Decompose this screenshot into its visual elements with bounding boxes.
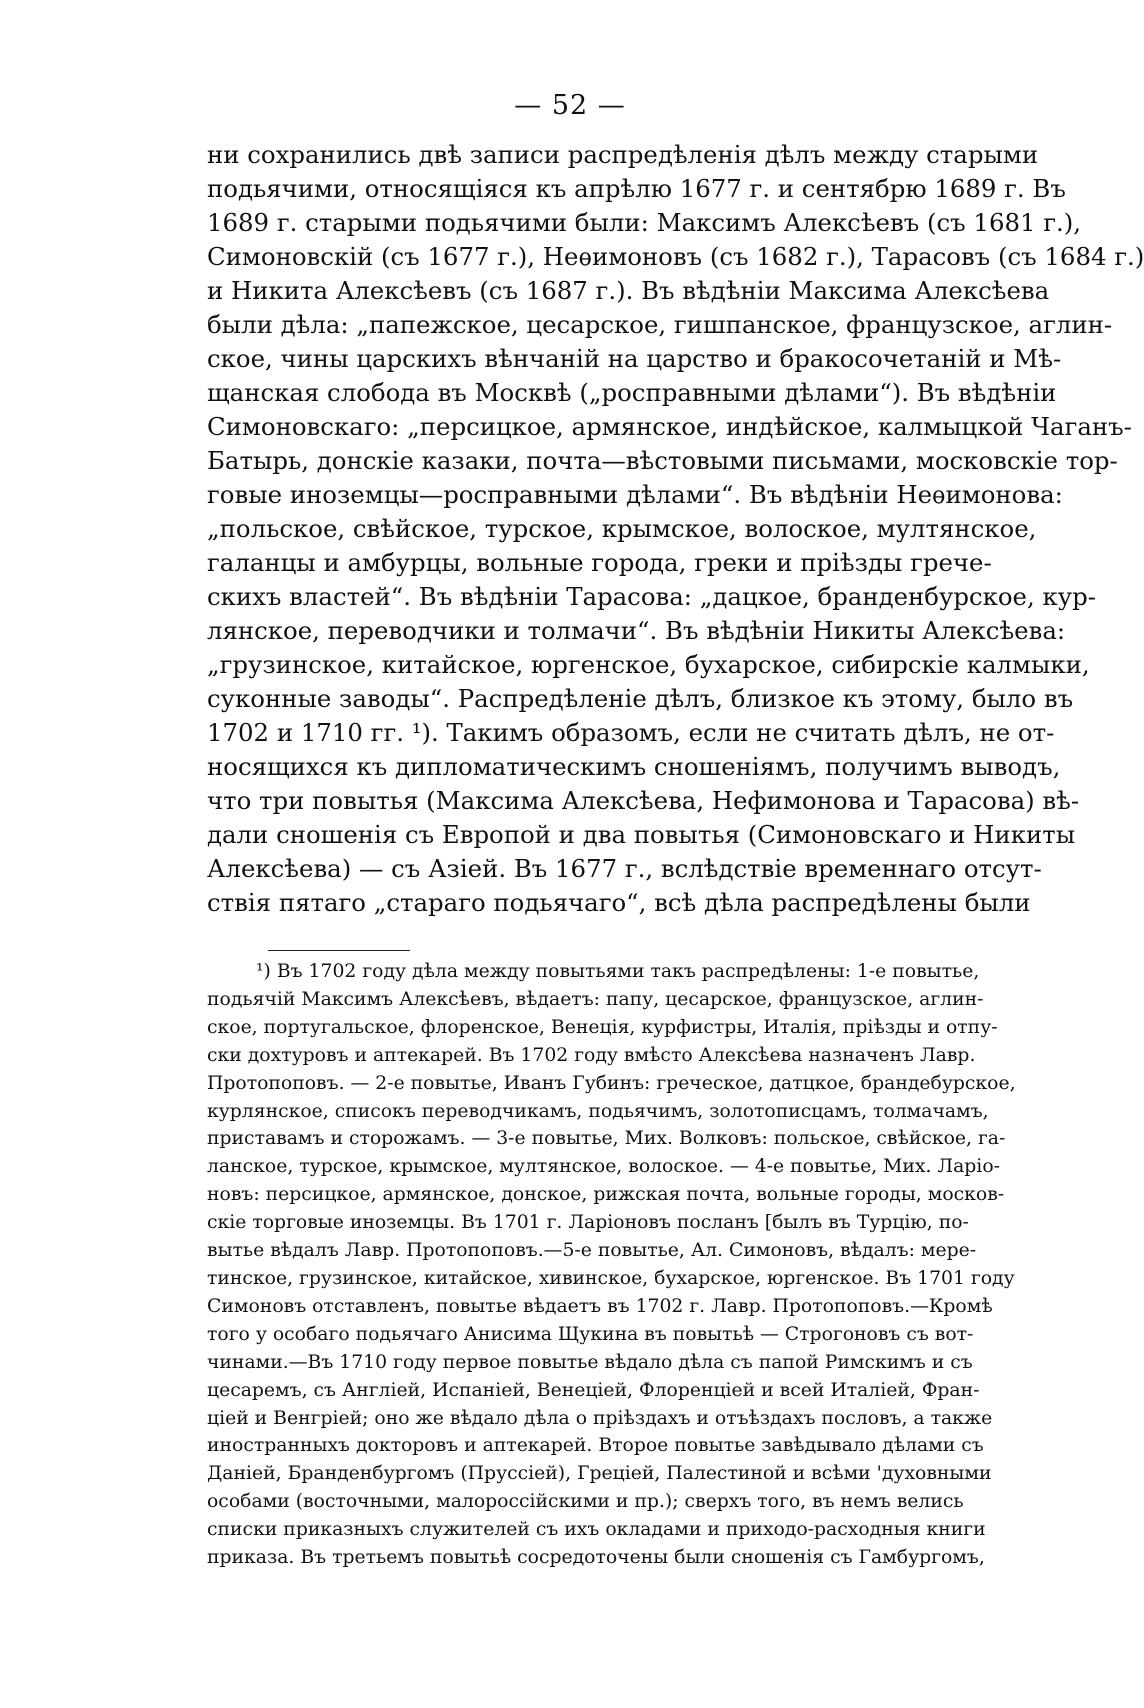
main-line: носящихся къ дипломатическимъ сношеніямъ, получимъ выводъ, xyxy=(207,752,1061,781)
main-line: 1689 г. старыми подьячими были: Максимъ Алексѣевъ (съ 1681 г.), xyxy=(207,208,1082,237)
footnote xyxy=(207,958,1016,1572)
footnote-line: подьячій Максимъ Алексѣевъ, вѣдаетъ: папу, цесарское, французское, аглин- xyxy=(207,988,984,1010)
main-line: ское, чины царскихъ вѣнчаній на царство и бракосочетаній и Мѣ- xyxy=(207,344,1062,373)
footnote-line: новъ: персицкое, армянское, донское, рижская почта, вольные городы, москов- xyxy=(207,1184,1005,1206)
page-number: — 52 — xyxy=(514,90,626,121)
main-line: Симоновскаго: „персицкое, армянское, индѣйское, калмыцкой Чаганъ- xyxy=(207,412,1132,441)
main-line: и Никита Алексѣевъ (съ 1687 г.). Въ вѣдѣніи Максима Алексѣева xyxy=(207,276,1050,305)
main-line: 1702 и 1710 гг. ¹). Такимъ образомъ, если не считать дѣлъ, не от- xyxy=(207,718,1055,747)
main-line: что три повытья (Максима Алексѣева, Нефимонова и Тарасова) вѣ- xyxy=(207,786,1080,815)
footnote-line: ланское, турское, крымское, мултянское, волоское. — 4-е повытье, Мих. Ларіо- xyxy=(207,1156,1000,1178)
footnote-line: приставамъ и сторожамъ. — 3-е повытье, Мих. Волковъ: польское, свѣйское, га- xyxy=(207,1128,1006,1150)
main-line: скихъ властей“. Въ вѣдѣніи Тарасова: „дацкое, бранденбурское, кур- xyxy=(207,582,1096,611)
footnote-line: списки приказныхъ служителей съ ихъ окладами и приходо-расходныя книги xyxy=(207,1519,986,1541)
footnote-line: тинское, грузинское, китайское, хивинское, бухарское, юргенское. Въ 1701 году xyxy=(207,1267,1015,1289)
main-line: Алексѣева) — съ Азіей. Въ 1677 г., вслѣдствіе временнаго отсут- xyxy=(207,854,1042,883)
main-line: лянское, переводчики и толмачи“. Въ вѣдѣніи Никиты Алексѣева: xyxy=(207,616,1066,645)
footnote-line: Симоновъ отставленъ, повытье вѣдаетъ въ 1702 г. Лавр. Протопоповъ.—Кромѣ xyxy=(207,1295,993,1317)
footnote-line: чинами.—Въ 1710 году первое повытье вѣдало дѣла съ папой Римскимъ и съ xyxy=(207,1351,973,1373)
main-line: галанцы и амбурцы, вольные города, греки и пріѣзды грече- xyxy=(207,548,992,577)
footnote-line: приказа. Въ третьемъ повытьѣ сосредоточены были сношенія съ Гамбургомъ, xyxy=(207,1547,985,1569)
main-line: дали сношенія съ Европой и два повытья (Симоновскаго и Никиты xyxy=(207,820,1076,849)
footnote-line: ¹) Въ 1702 году дѣла между повытьями такъ распредѣлены: 1-е повытье, xyxy=(256,961,980,982)
main-line: подьячими, относящіяся къ апрѣлю 1677 г. и сентябрю 1689 г. Въ xyxy=(207,174,1066,203)
main-line: ни сохранились двѣ записи распредѣленія дѣлъ между старыми xyxy=(207,140,1039,169)
footnote-line: ціей и Венгріей; оно же вѣдало дѣла о пріѣздахъ и отъѣздахъ пословъ, а также xyxy=(207,1407,993,1429)
footnote-line: Даніей, Бранденбургомъ (Пруссіей), Греціей, Палестиной и всѣми 'духовными xyxy=(207,1463,992,1485)
main-line: говые иноземцы—росправными дѣлами“. Въ вѣдѣніи Неѳимонова: xyxy=(207,480,1063,509)
footnote-line: ское, португальское, флоренское, Венеція, курфистры, Италія, пріѣзды и отпу- xyxy=(207,1016,998,1038)
main-line: „польское, свѣйское, турское, крымское, волоское, мултянское, xyxy=(207,514,1037,543)
footnote-line: иностранныхъ докторовъ и аптекарей. Второе повытье завѣдывало дѣлами съ xyxy=(207,1435,984,1457)
main-line: ствія пятаго „стараго подьячаго“, всѣ дѣла распредѣлены были xyxy=(207,888,1031,917)
footnote-line: того у особаго подьячаго Анисима Щукина въ повытьѣ — Строгоновъ съ вот- xyxy=(207,1323,974,1345)
main-line: были дѣла: „папежское, цесарское, гишпанское, французское, аглин- xyxy=(207,310,1113,339)
main-line: „грузинское, китайское, юргенское, бухарское, сибирскіе калмыки, xyxy=(207,650,1090,679)
main-line: суконные заводы“. Распредѣленіе дѣлъ, близкое къ этому, было въ xyxy=(207,684,1074,713)
footnote-line: вытье вѣдалъ Лавр. Протопоповъ.—5-е повытье, Ал. Симоновъ, вѣдалъ: мере- xyxy=(207,1240,977,1262)
footnote-line: курлянское, списокъ переводчикамъ, подьячимъ, золотописцамъ, толмачамъ, xyxy=(207,1100,989,1122)
main-text xyxy=(207,138,1144,920)
main-line: Симоновскій (съ 1677 г.), Неѳимоновъ (съ 1682 г.), Тарасовъ (съ 1684 г.) xyxy=(207,242,1144,271)
footnote-line: скіе торговые иноземцы. Въ 1701 г. Ларіоновъ посланъ [былъ въ Турцію, по- xyxy=(207,1212,969,1234)
main-line: Батырь, донскіе казаки, почта—вѣстовыми письмами, московскіе тор- xyxy=(207,446,1118,475)
footnote-line: цесаремъ, съ Англіей, Испаніей, Венеціей, Флоренціей и всей Италіей, Фран- xyxy=(207,1379,980,1401)
footnote-line: Протопоповъ. — 2-е повытье, Иванъ Губинъ: греческое, датцкое, брандебурское, xyxy=(207,1072,1016,1094)
footnote-line: особами (восточными, малороссійскими и пр.); сверхъ того, въ немъ велись xyxy=(207,1491,964,1513)
footnote-line: ски дохтуровъ и аптекарей. Въ 1702 году вмѣсто Алексѣева назначенъ Лавр. xyxy=(207,1044,976,1066)
main-line: щанская слобода въ Москвѣ („росправными дѣлами“). Въ вѣдѣніи xyxy=(207,378,1057,407)
footnote-divider xyxy=(268,950,410,951)
